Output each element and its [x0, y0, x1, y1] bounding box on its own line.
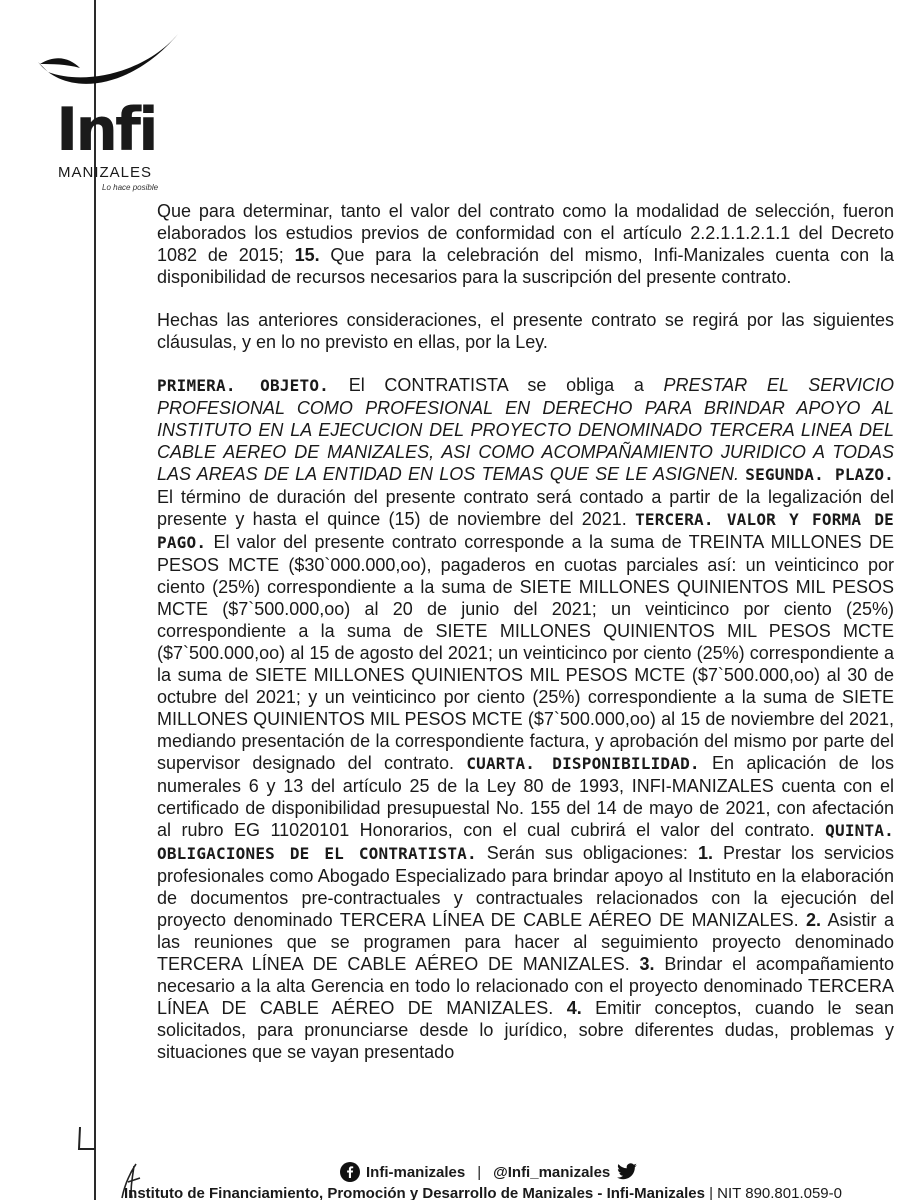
twitter-icon[interactable]	[616, 1163, 638, 1181]
paragraph-clauses	[157, 374, 894, 1063]
infi-manizales-logo	[36, 28, 186, 192]
clause-title-cuarta: CUARTA. DISPONIBILIDAD.	[466, 754, 700, 773]
footer-social	[340, 1160, 638, 1184]
clause-text: El valor del presente contrato corresponde a la suma de TREINTA MILLONES DE PESOS MCTE ($30`000.000,oo), pagaderos en cuotas parciales así: un veinticinco por ciento (25%) correspondiente a la suma de SIETE MILLONES QUINIENTOS MIL PESOS MCTE ($7`500.000,oo) al 20 de junio del 2021; un veinticinco por ciento (25%) correspondiente a la suma de SIETE MILLONES QUINIENTOS MIL PESOS MCTE ($7`500.000,oo) al 15 de agosto del 2021; un veinticinco por ciento (25%) correspondiente a la suma de SIETE MILLONES QUINIENTOS MIL PESOS MCTE ($7`500.000,oo) al 30 de octubre del 2021; y un veinticinco por ciento (25%) correspondiente a la suma de SIETE MILLONES QUINIENTOS MIL PESOS MCTE ($7`500.000,oo) al 15 de noviembre del 2021, mediando presentación de la correspondiente factura, y aprobación del mismo por parte del supervisor designado del contrato.	[157, 532, 894, 773]
item-number: 15.	[294, 245, 320, 265]
paragraph-text: Que para determinar, tanto el valor del contrato como la modalidad de selección, fueron elaborados los estudios previos de conformidad con el artículo 2.2.1.1.2.1.1 del Decreto 1082 de 2015;	[157, 201, 894, 265]
contract-body	[157, 200, 894, 1084]
footer-legal-line	[124, 1186, 923, 1200]
footer-legal-name: Instituto de Financiamiento, Promoción y Desarrollo de Manizales - Infi-Manizales	[124, 1186, 705, 1200]
obligation-text: Brindar el acompañamiento necesario a la alta Gerencia en todo lo relacionado con el proyecto denominado TERCERA LÍNEA DE CABLE AÉREO DE MANIZALES.	[157, 954, 895, 1018]
facebook-icon[interactable]	[340, 1162, 360, 1182]
clause-title-quinta: QUINTA. OBLIGACIONES DE EL CONTRATISTA.	[157, 821, 894, 863]
logo-city: MANIZALES	[58, 164, 153, 181]
clause-text: Serán sus obligaciones:	[476, 843, 698, 863]
clause-text: El término de duración del presente contrato será contado a partir de la legalización del presente y hasta el quince (15) de noviembre del 2021.	[157, 487, 894, 529]
logo-slogan: Lo hace posible	[102, 183, 159, 192]
twitter-handle[interactable]: @Infi_manizales	[493, 1163, 611, 1181]
clause-title-tercera: TERCERA. VALOR Y FORMA DE PAGO.	[157, 510, 894, 552]
footer-nit: | NIT 890.801.059-0	[709, 1186, 842, 1200]
clause-text: El CONTRATISTA se obliga a	[329, 375, 664, 395]
obligation-number: 2.	[806, 910, 822, 930]
clause-text: En aplicación de los numerales 6 y 13 del artículo 25 de la Ley 80 de 1993, INFI-MANIZALES cuenta con el certificado de disponibilidad presupuestal No. 155 del 14 de mayo de 2021, con afectación al rubro EG 11020101 Honorarios, con el cual cubrirá el valor del contrato.	[157, 753, 895, 840]
paragraph-text: Que para la celebración del mismo, Infi-Manizales cuenta con la disponibilidad de recursos necesarios para la suscripción del presente contrato.	[157, 245, 894, 287]
paragraph-considerations	[157, 200, 894, 288]
clause-title-segunda: SEGUNDA. PLAZO.	[745, 465, 894, 484]
paragraph-intro: Hechas las anteriores consideraciones, el presente contrato se regirá por las siguientes cláusulas, y en lo no previsto en ellas, por la Ley.	[157, 310, 894, 352]
obligation-number: 1.	[697, 843, 713, 863]
facebook-handle[interactable]: Infi-manizales	[366, 1163, 466, 1181]
footer-separator: |	[477, 1163, 482, 1181]
obligation-text: Emitir conceptos, cuando le sean solicitados, para pronunciarse desde lo jurídico, sobre diferentes dudas, problemas y situaciones que se vayan presentado	[157, 998, 894, 1062]
obligation-number: 3.	[639, 954, 655, 974]
clause-title-primera: PRIMERA. OBJETO.	[157, 376, 330, 395]
clause-object: PRESTAR EL SERVICIO PROFESIONAL COMO PROFESIONAL EN DERECHO PARA BRINDAR APOYO AL INSTITUTO EN LA EJECUCION DEL PROYECTO DENOMINADO TERCERA LINEA DEL CABLE AEREO DE MANIZALES, ASI COMO ACOMPAÑAMIENTO JURIDICO A TODAS LAS AREAS DE LA ENTIDAD EN LOS TEMAS QUE SE LE ASIGNEN.	[157, 375, 894, 484]
margin-mark	[74, 1125, 96, 1155]
logo-wordmark: Infi	[56, 95, 156, 165]
obligation-text: Prestar los servicios profesionales como Abogado Especializado para brindar apoyo al Instituto en la elaboración de documentos pre-contractuales y contractuales relacionados con la ejecución del proyecto denominado TERCERA LÍNEA DE CABLE AÉREO DE MANIZALES.	[157, 843, 894, 930]
obligation-number: 4.	[566, 998, 582, 1018]
obligation-text: Asistir a las reuniones que se programen para hacer al seguimiento proyecto denominado TERCERA LÍNEA DE CABLE AÉREO DE MANIZALES.	[157, 910, 894, 974]
